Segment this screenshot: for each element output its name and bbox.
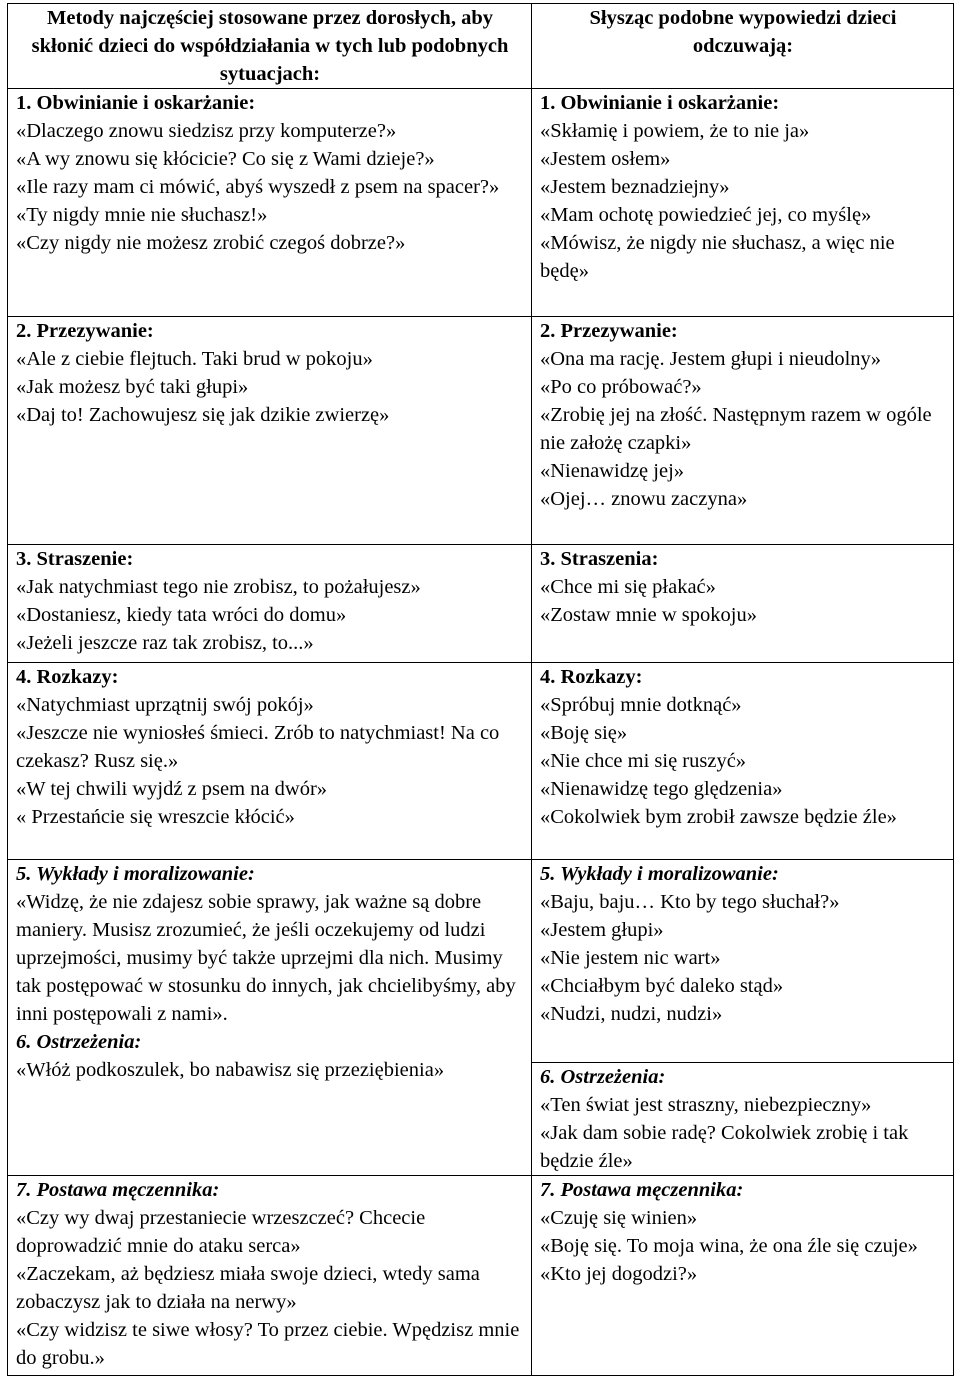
quote-line: «Jestem osłem» — [540, 148, 671, 170]
quote-line: «Spróbuj mnie dotknąć» — [540, 694, 742, 716]
section-heading: 5. Wykłady i moralizowanie: — [540, 863, 779, 885]
section-heading: 6. Ostrzeżenia: — [16, 1031, 142, 1053]
table-row — [8, 663, 954, 860]
quote-line: «Natychmiast uprzątnij swój pokój» — [16, 694, 314, 716]
quote-line: «Nienawidzę tego ględzenia» — [540, 778, 783, 800]
section-heading: 3. Straszenie: — [16, 548, 134, 570]
quote-line: «Cokolwiek bym zrobił zawsze będzie źle» — [540, 806, 897, 828]
section-heading: 1. Obwinianie i oskarżanie: — [540, 92, 780, 114]
section-heading: 6. Ostrzeżenia: — [540, 1066, 666, 1088]
quote-line: «Jak dam sobie radę? Cokolwiek zrobię i tak będzie źle» — [540, 1122, 909, 1172]
quote-line: «Czuję się winien» — [540, 1207, 698, 1229]
section-heading: 4. Rozkazy: — [540, 666, 643, 688]
quote-line: «Dlaczego znowu siedzisz przy komputerze?» — [16, 120, 397, 142]
quote-line: «Czy widzisz te siwe włosy? To przez ciebie. Wpędzisz mnie do grobu.» — [16, 1319, 520, 1369]
section-heading: 1. Obwinianie i oskarżanie: — [16, 92, 256, 114]
quote-line: «Jestem głupi» — [540, 919, 664, 941]
quote-line: «W tej chwili wyjdź z psem na dwór» — [16, 778, 328, 800]
section-heading: 4. Rozkazy: — [16, 666, 119, 688]
left-cell-martyr — [8, 1176, 532, 1376]
quote-line: «Baju, baju… Kto by tego słuchał?» — [540, 891, 840, 913]
section-heading: 7. Postawa męczennika: — [16, 1179, 220, 1201]
section-heading: 7. Postawa męczennika: — [540, 1179, 744, 1201]
quote-line: «Zostaw mnie w spokoju» — [540, 604, 757, 626]
left-cell-threats — [8, 545, 532, 663]
quote-line: «Ile razy mam ci mówić, abyś wyszedł z psem na spacer?» — [16, 176, 500, 198]
quote-line: «Nienawidzę jej» — [540, 460, 685, 482]
quote-line: «Boję się. To moja wina, że ona źle się czuje» — [540, 1235, 918, 1257]
table-row — [8, 860, 954, 1063]
quote-line: «Dostaniesz, kiedy tata wróci do domu» — [16, 604, 347, 626]
left-cell-name-calling — [8, 317, 532, 545]
section-heading: 5. Wykłady i moralizowanie: — [16, 863, 255, 885]
quote-line: «Po co próbować?» — [540, 376, 702, 398]
header-left: Metody najczęściej stosowane przez dorosłych, aby skłonić dzieci do współdziałania w tych lub podobnych sytuacjach: — [8, 4, 532, 89]
right-cell-threats — [532, 545, 954, 663]
table-row — [8, 545, 954, 663]
right-cell-warnings — [532, 1063, 954, 1176]
section-heading: 2. Przezywanie: — [540, 320, 678, 342]
quote-line: «Mam ochotę powiedzieć jej, co myślę» — [540, 204, 872, 226]
quote-line: «Włóż podkoszulek, bo nabawisz się przeziębienia» — [16, 1059, 445, 1081]
quote-line: «Czy wy dwaj przestaniecie wrzeszczeć? Chcecie doprowadzić mnie do ataku serca» — [16, 1207, 426, 1257]
table-row — [8, 89, 954, 317]
left-cell-orders — [8, 663, 532, 860]
right-cell-orders — [532, 663, 954, 860]
header-right: Słysząc podobne wypowiedzi dzieci odczuwają: — [532, 4, 954, 89]
left-cell-lectures-warnings — [8, 860, 532, 1176]
left-cell-blaming — [8, 89, 532, 317]
right-cell-blaming — [532, 89, 954, 317]
quote-line: «Ten świat jest straszny, niebezpieczny» — [540, 1094, 872, 1116]
quote-line: «Nie jestem nic wart» — [540, 947, 721, 969]
table-row — [8, 1176, 954, 1376]
methods-table — [7, 3, 954, 1376]
quote-line: «Boję się» — [540, 722, 628, 744]
quote-line: «A wy znowu się kłócicie? Co się z Wami dzieje?» — [16, 148, 435, 170]
quote-line: «Chce mi się płakać» — [540, 576, 716, 598]
quote-line: «Ty nigdy mnie nie słuchasz!» — [16, 204, 268, 226]
quote-line: «Zaczekam, aż będziesz miała swoje dzieci, wtedy sama zobaczysz jak to działa na nerwy» — [16, 1263, 480, 1313]
quote-line: «Daj to! Zachowujesz się jak dzikie zwierzę» — [16, 404, 390, 426]
quote-line: «Jak możesz być taki głupi» — [16, 376, 249, 398]
quote-line: «Ojej… znowu zaczyna» — [540, 488, 748, 510]
quote-line: «Ona ma rację. Jestem głupi i nieudolny» — [540, 348, 882, 370]
section-heading: 2. Przezywanie: — [16, 320, 154, 342]
quote-line: «Jak natychmiast tego nie zrobisz, to pożałujesz» — [16, 576, 421, 598]
quote-line: « Przestańcie się wreszcie kłócić» — [16, 806, 295, 828]
quote-line: «Nudzi, nudzi, nudzi» — [540, 1003, 723, 1025]
quote-line: «Chciałbym być daleko stąd» — [540, 975, 784, 997]
quote-line: «Zrobię jej na złość. Następnym razem w ogóle nie założę czapki» — [540, 404, 932, 454]
quote-line: «Kto jej dogodzi?» — [540, 1263, 698, 1285]
right-cell-name-calling — [532, 317, 954, 545]
right-cell-lectures — [532, 860, 954, 1063]
right-cell-martyr — [532, 1176, 954, 1376]
section-heading: 3. Straszenia: — [540, 548, 659, 570]
quote-line: «Ale z ciebie flejtuch. Taki brud w pokoju» — [16, 348, 373, 370]
quote-line: «Jeszcze nie wyniosłeś śmieci. Zrób to natychmiast! Na co czekasz? Rusz się.» — [16, 722, 500, 772]
quote-line: «Jestem beznadziejny» — [540, 176, 730, 198]
table-row — [8, 317, 954, 545]
quote-line: «Mówisz, że nigdy nie słuchasz, a więc nie będę» — [540, 232, 895, 282]
quote-line: «Czy nigdy nie możesz zrobić czegoś dobrze?» — [16, 232, 406, 254]
quote-line: «Jeżeli jeszcze raz tak zrobisz, to...» — [16, 632, 314, 654]
quote-line: «Nie chce mi się ruszyć» — [540, 750, 747, 772]
header-row — [8, 4, 954, 89]
quote-line: «Widzę, że nie zdajesz sobie sprawy, jak ważne są dobre maniery. Musisz zrozumieć, że jeśli oczekujemy od ludzi uprzejmości, musimy być także uprzejmi dla nich. Musimy tak postępować w stosunku do innych, jak chcielibyśmy, aby inni postępowali z nami». — [16, 891, 516, 1025]
quote-line: «Skłamię i powiem, że to nie ja» — [540, 120, 810, 142]
